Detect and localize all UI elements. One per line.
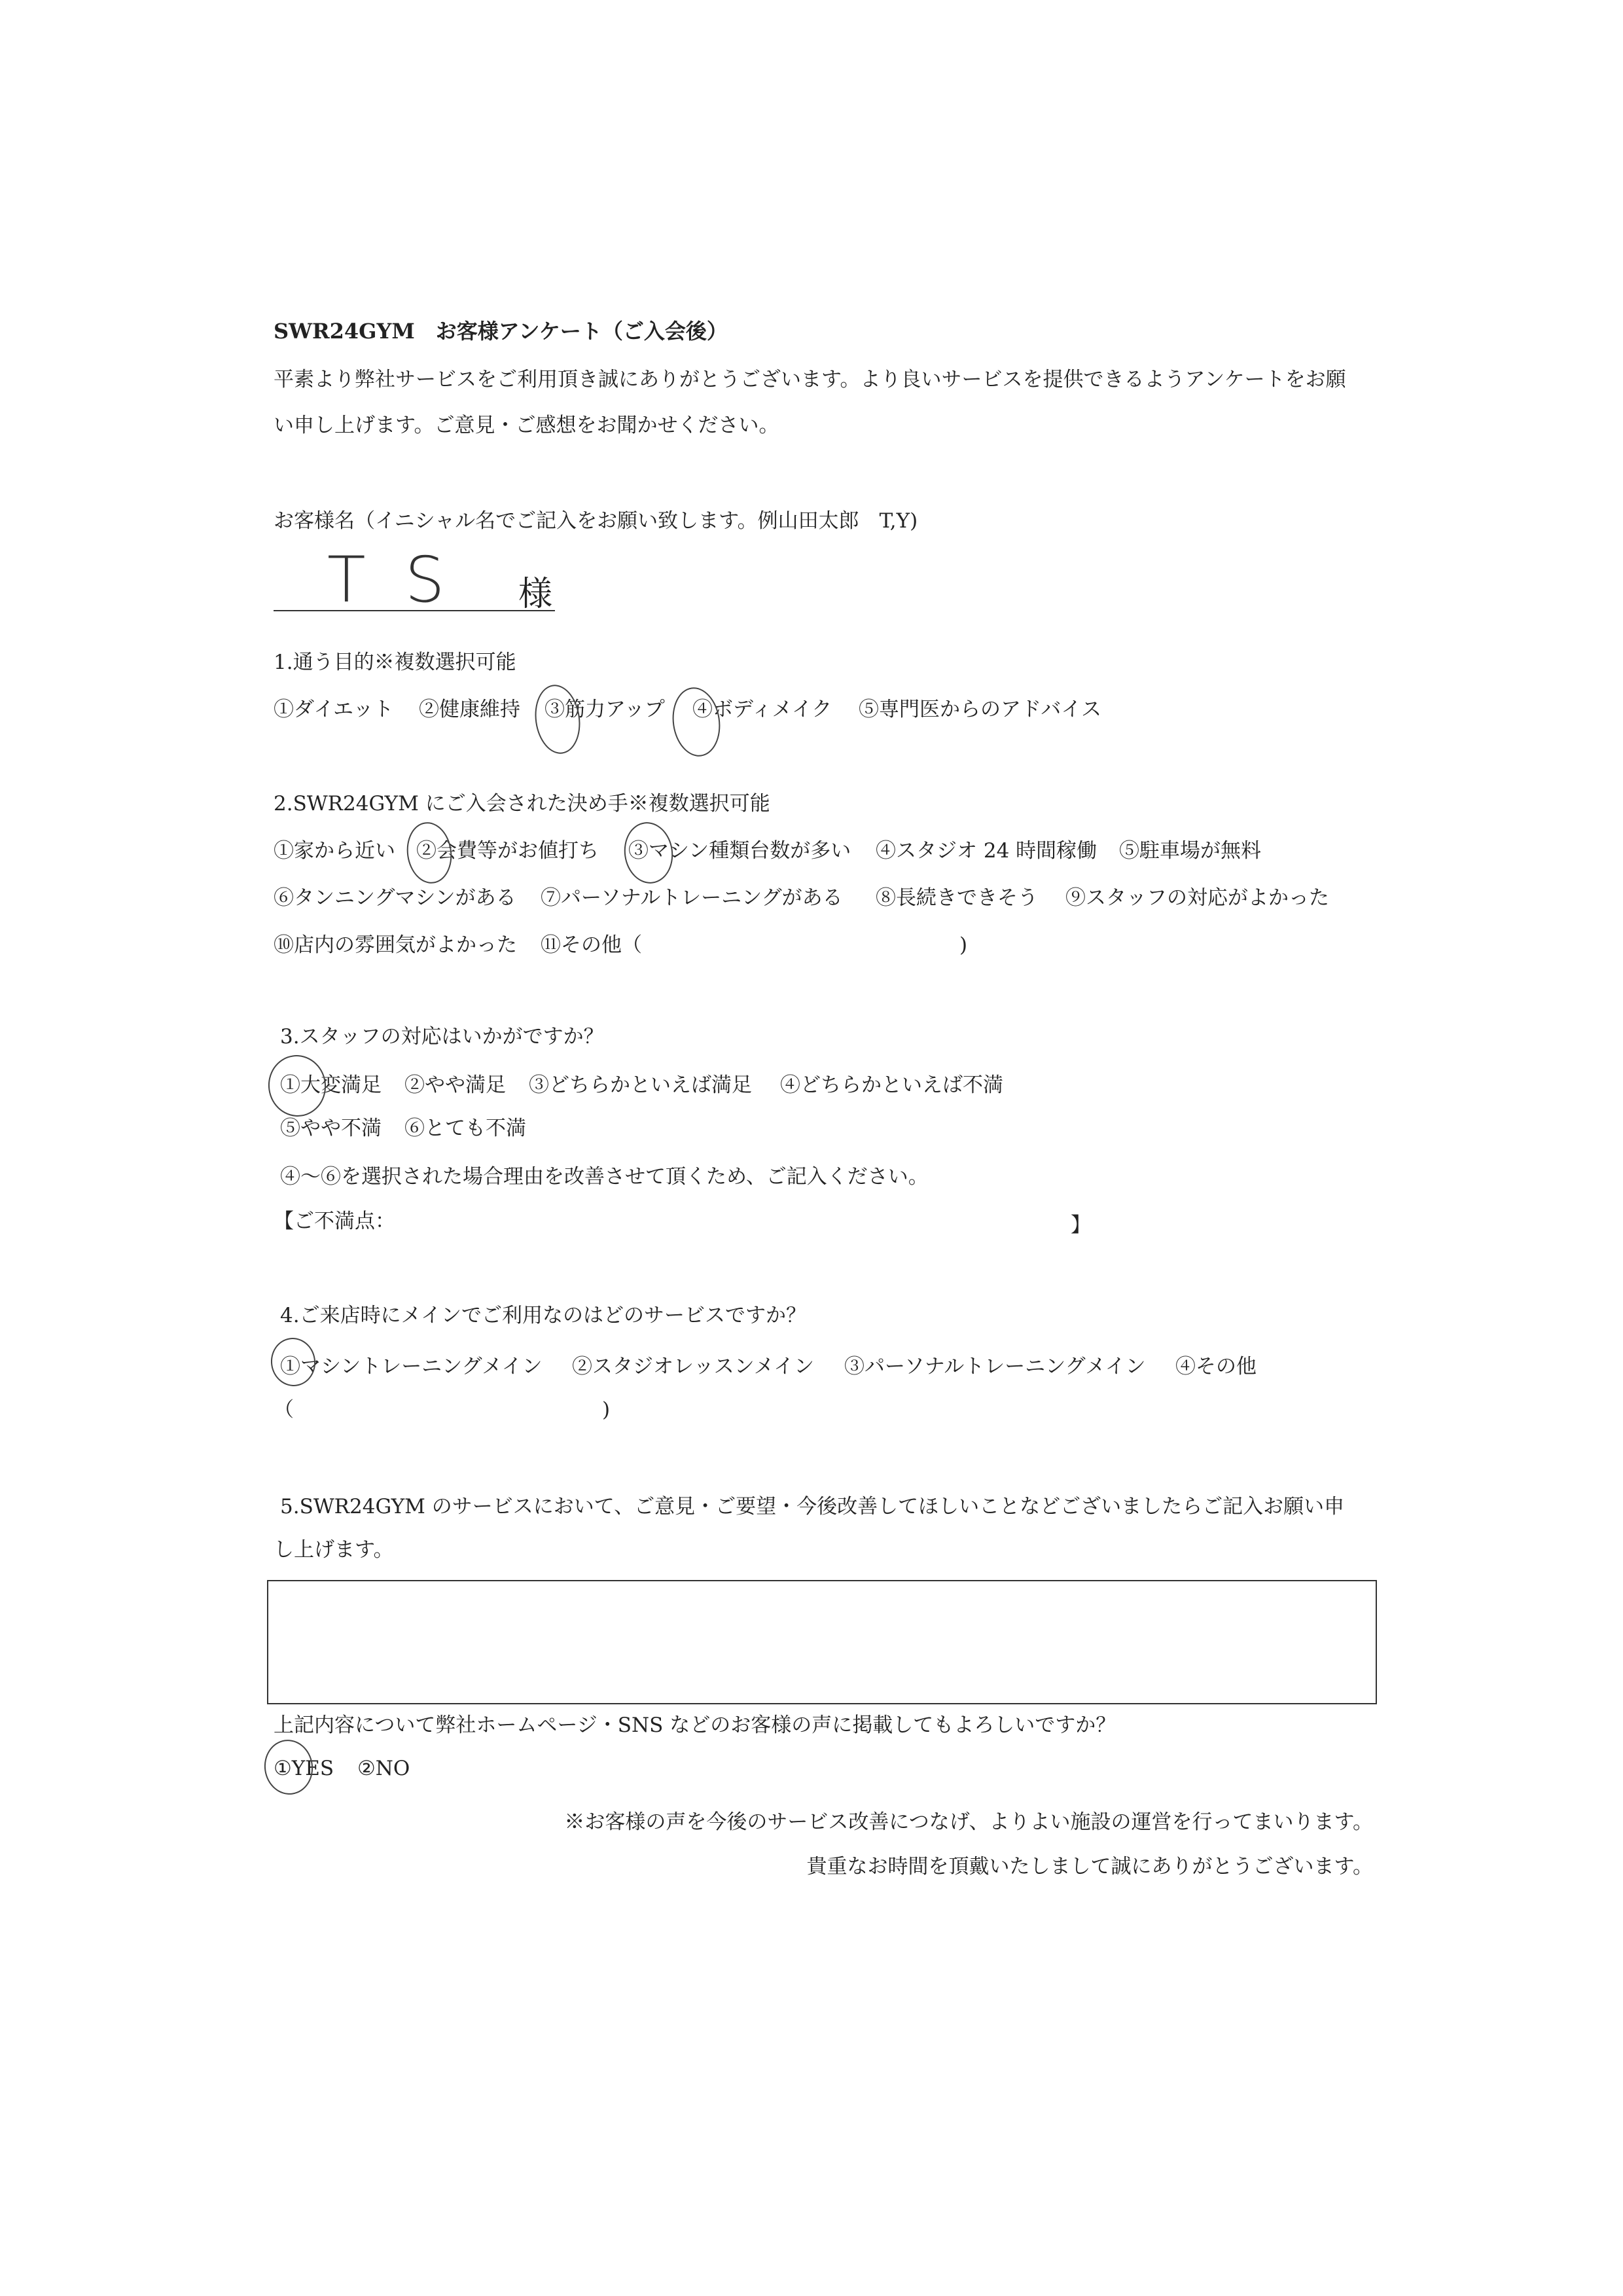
q1-option-4[interactable]: ④ボディメイク xyxy=(692,698,832,721)
q2-option-7[interactable]: ⑦パーソナルトレーニングがある xyxy=(541,886,843,910)
q3-option-2[interactable]: ②やや満足 xyxy=(404,1073,506,1097)
publish-consent-question: 上記内容について弊社ホームページ・SNS などのお客様の声に掲載してもよろしいですか？ xyxy=(274,1713,1116,1737)
q2-option-3[interactable]: ③マシン種類台数が多い xyxy=(628,839,851,863)
q2-option-2-selected-circle xyxy=(403,819,455,887)
q1-option-2[interactable]: ②健康維持 xyxy=(419,698,520,721)
q1-option-4-selected-circle xyxy=(668,685,724,760)
q2-option-1[interactable]: ①家から近い xyxy=(274,839,395,863)
q3-option-3[interactable]: ③どちらかといえば満足 xyxy=(529,1073,752,1097)
q2-option-2[interactable]: ②会費等がお値打ち xyxy=(416,839,599,863)
q2-option-4[interactable]: ④スタジオ 24 時間稼働 xyxy=(876,839,1097,863)
q3-complaint-open: 【ご不満点： xyxy=(274,1210,395,1233)
footer-note-1: ※お客様の声を今後のサービス改善につなげ、よりよい施設の運営を行ってまいります。 xyxy=(564,1810,1373,1834)
q3-option-4[interactable]: ④どちらかといえば不満 xyxy=(780,1073,1003,1097)
customer-name-honorific: 様 xyxy=(518,575,553,614)
q1-option-3-selected-circle xyxy=(531,682,584,757)
q1-question: 1.通う目的※複数選択可能 xyxy=(274,651,516,674)
intro-text-line-2: い申し上げます。ご意見・ご感想をお聞かせください。 xyxy=(274,414,779,437)
q3-option-6[interactable]: ⑥とても不満 xyxy=(404,1117,526,1140)
intro-text-line-1: 平素より弊社サービスをご利用頂き誠にありがとうございます。より良いサービスを提供できるようアンケートをお願 xyxy=(274,368,1346,391)
q2-option-3-selected-circle xyxy=(620,819,677,886)
q4-question: 4.ご来店時にメインでご利用なのはどのサービスですか？ xyxy=(280,1304,806,1327)
q5-question-line-1: 5.SWR24GYM のサービスにおいて、ご意見・ご要望・今後改善してほしいことなどございましたらご記入お願い申 xyxy=(280,1495,1345,1518)
q3-option-1-selected-circle xyxy=(264,1051,330,1120)
customer-name-handwritten[interactable]: TS xyxy=(327,543,484,617)
publish-option-yes[interactable]: ①YES xyxy=(274,1757,334,1780)
publish-option-no[interactable]: ②NO xyxy=(357,1757,410,1780)
q3-reason-note: ④～⑥を選択された場合理由を改善させて頂くため、ご記入ください。 xyxy=(280,1165,929,1189)
q2-option-10[interactable]: ⑩店内の雰囲気がよかった xyxy=(274,933,517,957)
survey-title: SWR24GYM お客様アンケート（ご入会後） xyxy=(274,319,728,344)
footer-note-2: 貴重なお時間を頂戴いたしまして誠にありがとうございます。 xyxy=(806,1855,1373,1878)
q3-complaint-close: 】 xyxy=(1071,1213,1091,1237)
q4-option-2[interactable]: ②スタジオレッスンメイン xyxy=(572,1355,815,1378)
q3-question: 3.スタッフの対応はいかがですか？ xyxy=(280,1025,604,1049)
q3-option-5[interactable]: ⑤やや不満 xyxy=(280,1117,382,1140)
q2-option-6[interactable]: ⑥タンニングマシンがある xyxy=(274,886,516,910)
q2-question: 2.SWR24GYM にご入会された決め手※複数選択可能 xyxy=(274,792,770,816)
q3-option-1[interactable]: ①大変満足 xyxy=(280,1073,382,1097)
q2-option-9[interactable]: ⑨スタッフの対応がよかった xyxy=(1065,886,1329,910)
q4-option-4[interactable]: ④その他 xyxy=(1175,1355,1257,1378)
customer-name-underline xyxy=(274,610,555,611)
q5-answer-box[interactable] xyxy=(267,1580,1377,1704)
q2-option-5[interactable]: ⑤駐車場が無料 xyxy=(1119,839,1261,863)
q4-other-open-paren: （ xyxy=(274,1398,294,1422)
q2-other-close-paren: ) xyxy=(959,933,968,957)
customer-name-label: お客様名（イニシャル名でご記入をお願い致します。例山田太郎 T,Y) xyxy=(274,509,918,533)
q4-option-3[interactable]: ③パーソナルトレーニングメイン xyxy=(844,1355,1146,1378)
q5-question-line-2: し上げます。 xyxy=(274,1538,394,1562)
q1-option-5[interactable]: ⑤専門医からのアドバイス xyxy=(859,698,1102,721)
q2-option-8[interactable]: ⑧長続きできそう xyxy=(876,886,1038,910)
q4-other-close-paren: ) xyxy=(602,1398,611,1422)
q4-option-1-selected-circle xyxy=(268,1335,319,1390)
q1-option-3[interactable]: ③筋力アップ xyxy=(544,698,665,721)
publish-option-yes-selected-circle xyxy=(261,1736,317,1797)
q4-option-1[interactable]: ①マシントレーニングメイン xyxy=(280,1355,543,1378)
q2-option-11-other[interactable]: ⑪その他（ xyxy=(541,933,642,957)
q1-option-1[interactable]: ①ダイエット xyxy=(274,698,394,721)
